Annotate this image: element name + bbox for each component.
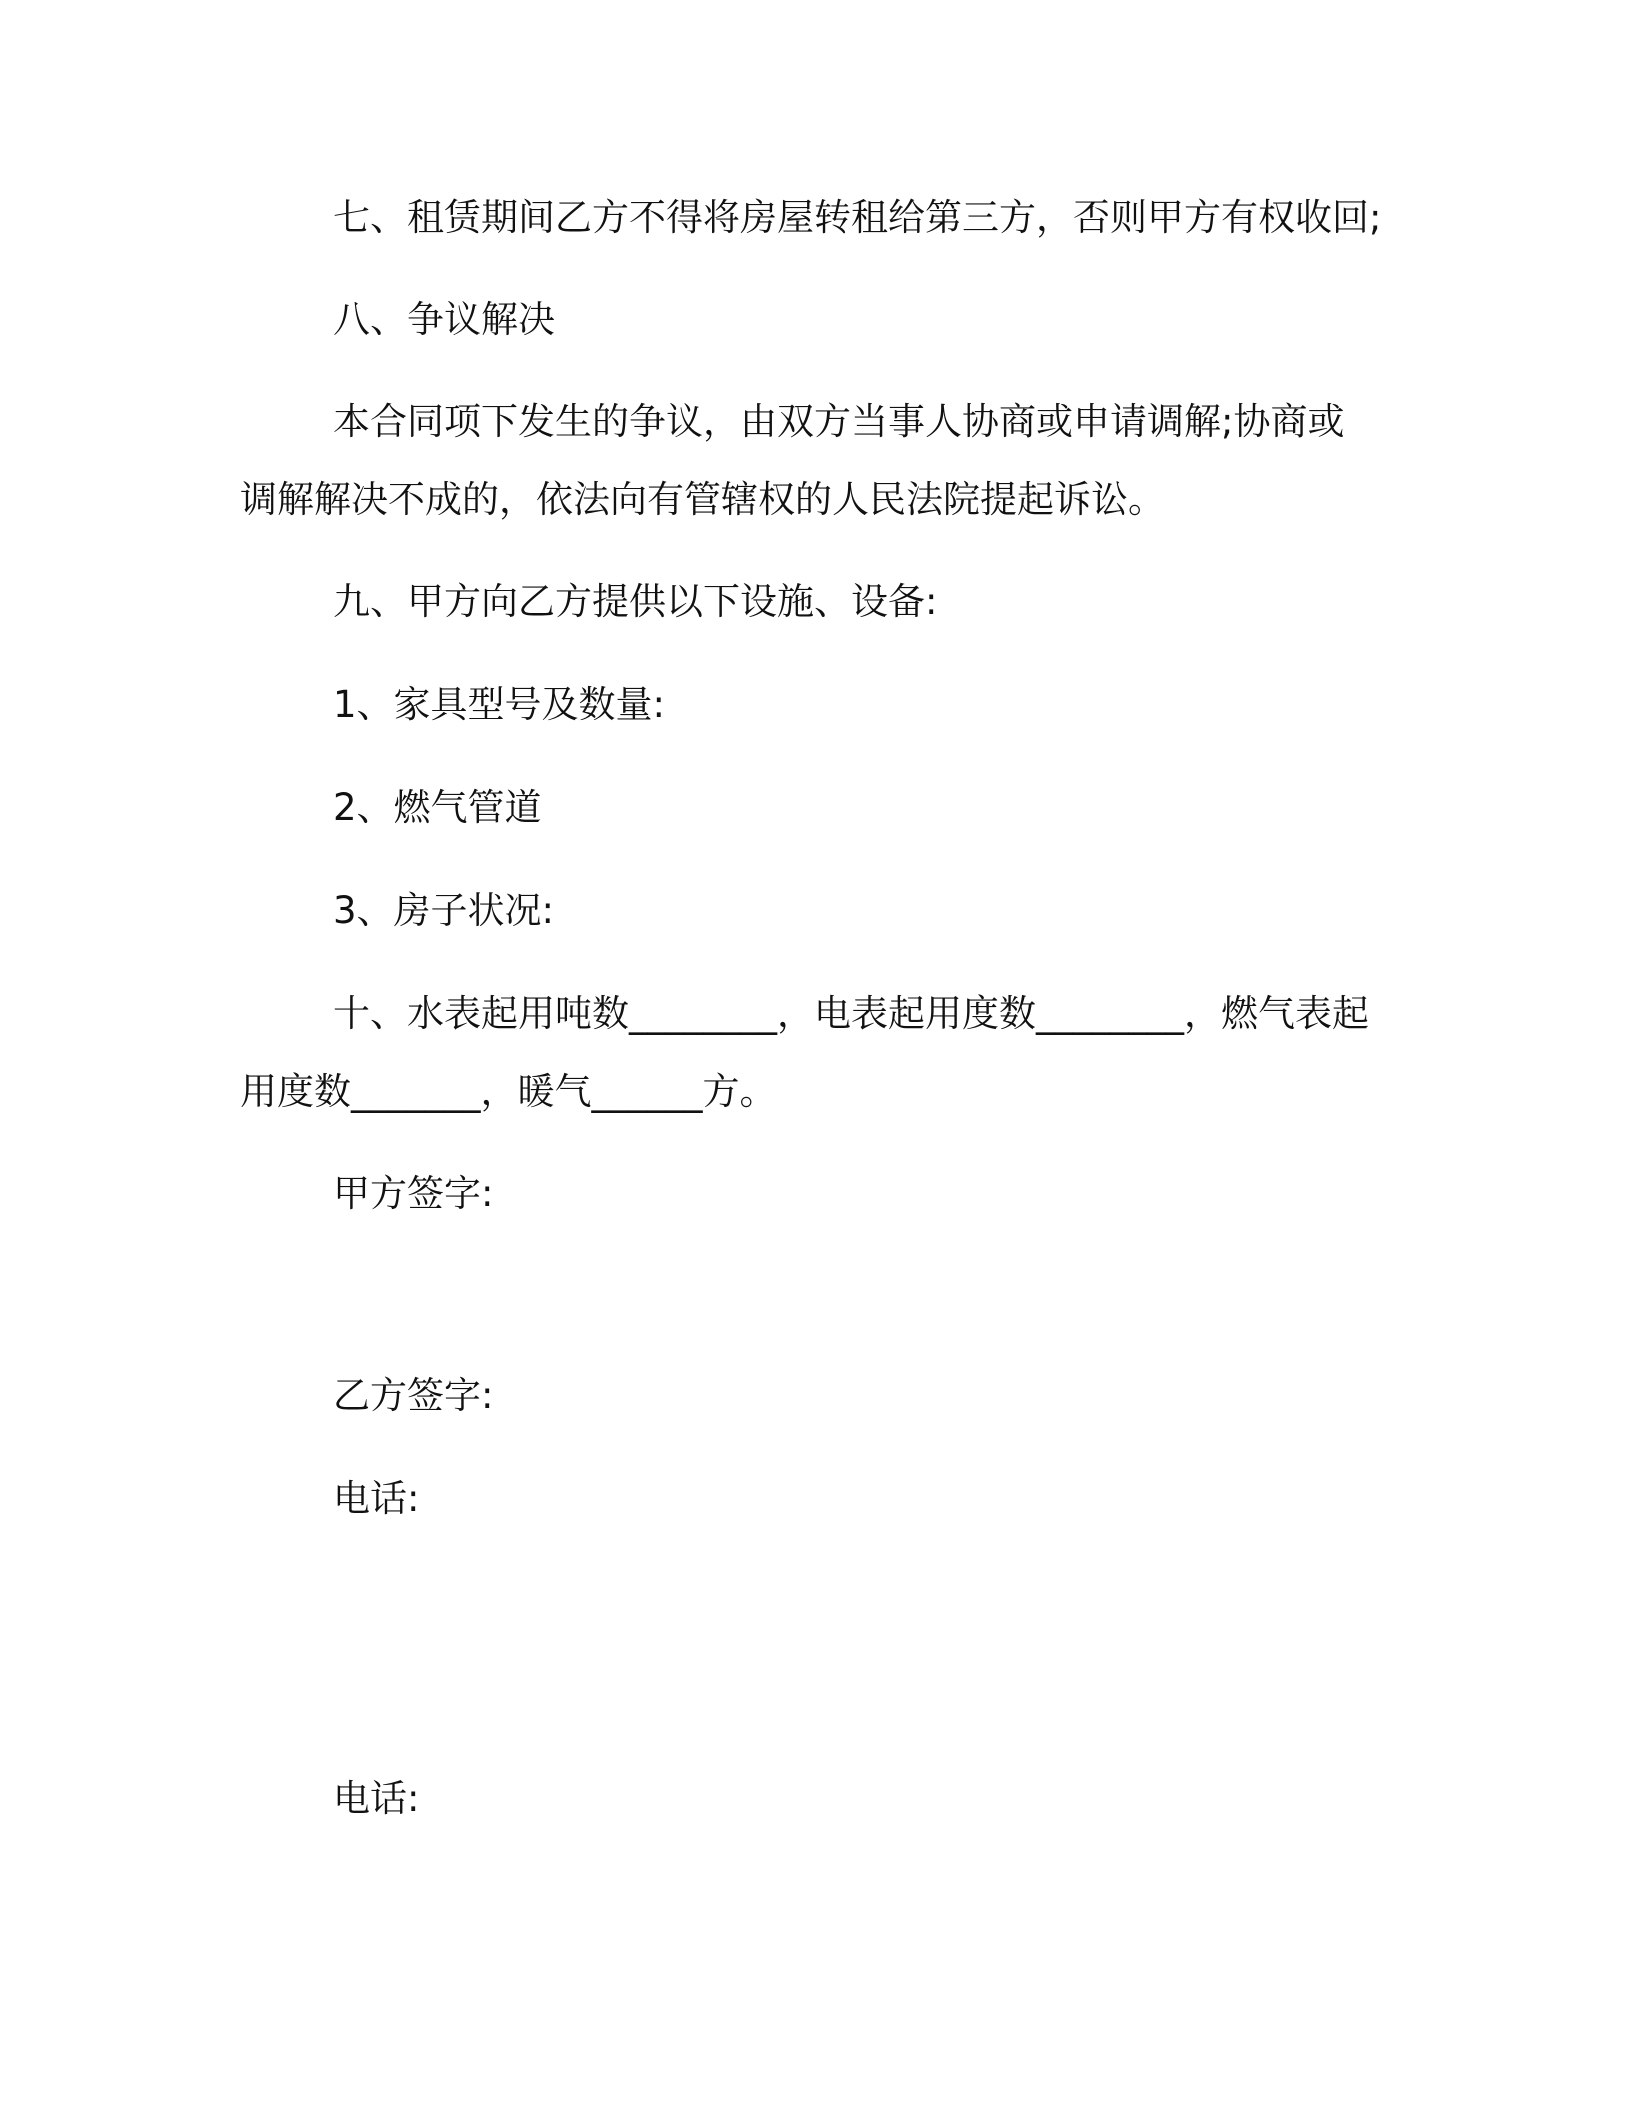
clause-10-line-1: 十、水表起用吨数________，电表起用度数________，燃气表起 (333, 992, 1369, 1035)
party-b-signature: 乙方签字: (333, 1374, 494, 1417)
clause-8-text-line-2: 调解解决不成的，依法向有管辖权的人民法院提起诉讼。 (240, 478, 1165, 521)
party-a-signature: 甲方签字: (333, 1172, 494, 1215)
phone-line-2: 电话: (333, 1777, 420, 1820)
clause-10-line-2: 用度数_______，暖气______方。 (240, 1070, 777, 1113)
clause-7: 七、租赁期间乙方不得将房屋转租给第三方，否则甲方有权收回; (333, 196, 1382, 239)
clause-9-heading: 九、甲方向乙方提供以下设施、设备: (333, 580, 938, 623)
clause-8-heading: 八、争议解决 (333, 298, 555, 341)
clause-9-item-1: 1、家具型号及数量: (333, 683, 666, 726)
phone-line-1: 电话: (333, 1477, 420, 1520)
clause-8-text-line-1: 本合同项下发生的争议，由双方当事人协商或申请调解;协商或 (333, 400, 1345, 443)
clause-9-item-2: 2、燃气管道 (333, 786, 542, 829)
clause-9-item-3: 3、房子状况: (333, 889, 555, 932)
